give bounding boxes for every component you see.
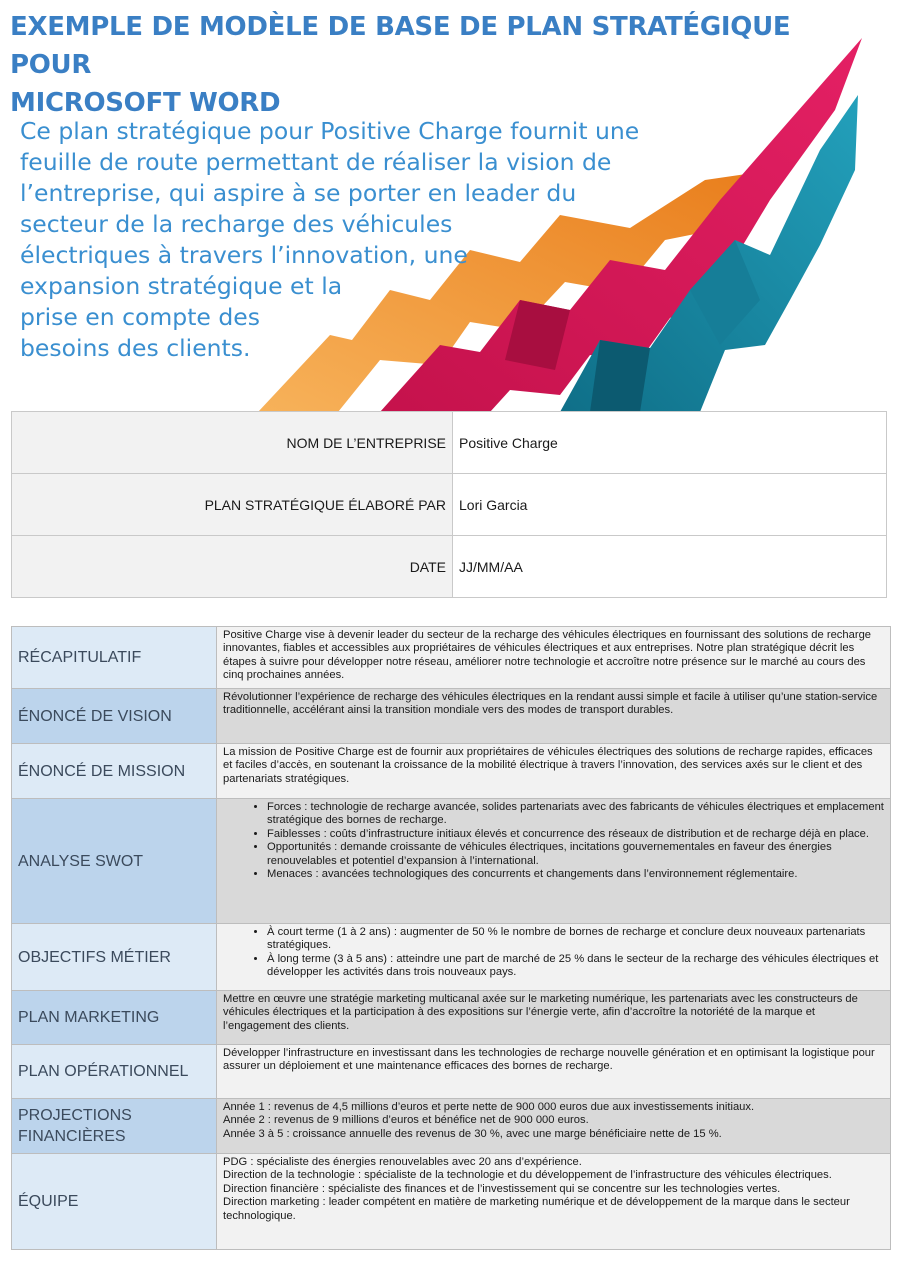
intro-line: expansion stratégique et la <box>20 272 343 300</box>
objectives-row <box>12 924 891 991</box>
title-line-1: EXEMPLE DE MODÈLE DE BASE DE PLAN STRATÉGIQUE POUR <box>10 12 791 80</box>
company-value-field[interactable]: Positive Charge <box>453 412 887 474</box>
team-line: Direction de la technologie : spécialiste de la technologie et du développement de l’infrastructure des véhicules électriques. <box>223 1169 832 1182</box>
financials-heading-line: FINANCIÈRES <box>18 1128 126 1145</box>
swot-heading: ANALYSE SWOT <box>12 799 217 924</box>
marketing-heading: PLAN MARKETING <box>12 991 217 1045</box>
date-row <box>12 536 887 598</box>
swot-list <box>223 801 884 881</box>
team-row <box>12 1154 891 1250</box>
financials-line: Année 1 : revenus de 4,5 millions d’euros et perte nette de 900 000 euros due aux investissements initiaux. <box>223 1101 755 1113</box>
strategic-plan-table <box>11 626 891 1250</box>
objective-item: • À court terme (1 à 2 ans) : augmenter de 50 % le nombre de bornes de recharge et conclure deux nouveaux partenariats stratégiques. <box>267 926 884 953</box>
company-label: NOM DE L’ENTREPRISE <box>12 412 453 474</box>
mission-text[interactable]: La mission de Positive Charge est de fournir aux propriétaires de véhicules électriques des solutions de recharge rapides, efficaces et faciles d’accès, en soutenant la croissance de la mobilité électrique à travers l’innovation, des services axés sur le client et des partenariats stratégiques. <box>217 744 891 799</box>
swot-item: • Opportunités : demande croissante de véhicules électriques, incitations gouvernementales en faveur des énergies renouvelables et potentiel d’expansion à l’international. <box>267 841 884 868</box>
summary-heading: RÉCAPITULATIF <box>12 627 217 689</box>
financials-line: Année 3 à 5 : croissance annuelle des revenus de 30 %, avec une marge bénéficiaire nette de 15 %. <box>223 1127 722 1140</box>
company-row <box>12 412 887 474</box>
vision-heading: ÉNONCÉ DE VISION <box>12 689 217 744</box>
team-line: Direction financière : spécialiste des finances et de l’investissement qui se concentre sur les technologies vertes. <box>223 1182 781 1195</box>
swot-cell[interactable] <box>217 799 891 924</box>
team-cell[interactable] <box>217 1154 891 1250</box>
marketing-row <box>12 991 891 1045</box>
date-label: DATE <box>12 536 453 598</box>
intro-line: Ce plan stratégique pour Positive Charge fournit une <box>20 117 640 145</box>
objectives-cell[interactable] <box>217 924 891 991</box>
vision-row <box>12 689 891 744</box>
objectives-heading: OBJECTIFS MÉTIER <box>12 924 217 991</box>
date-value-field[interactable]: JJ/MM/AA <box>453 536 887 598</box>
intro-line: besoins des clients. <box>20 334 251 362</box>
operations-heading: PLAN OPÉRATIONNEL <box>12 1045 217 1099</box>
intro-line: électriques à travers l’innovation, une <box>20 241 468 269</box>
team-heading: ÉQUIPE <box>12 1154 217 1250</box>
title-line-2: MICROSOFT WORD <box>10 88 281 118</box>
intro-line: feuille de route permettant de réaliser la vision de <box>20 148 612 176</box>
swot-item: • Forces : technologie de recharge avancée, solides partenariats avec des fabricants de véhicules électriques et emplacement stratégique des bornes de recharge. <box>267 801 884 828</box>
mission-heading: ÉNONCÉ DE MISSION <box>12 744 217 799</box>
summary-text[interactable]: Positive Charge vise à devenir leader du secteur de la recharge des véhicules électriques en fournissant des solutions de recharge innovantes, fiables et accessibles aux propriétaires de véhicules électriques et aux entreprises. Notre plan stratégique décrit les étapes à suivre pour développer notre réseau, améliorer notre technologie et accroître notre présence sur le marché au cours des cinq prochaines années. <box>217 627 891 689</box>
objective-item: • À long terme (3 à 5 ans) : atteindre une part de marché de 25 % dans le secteur de la recharge des véhicules électriques et développer les activités dans trois nouveaux pays. <box>267 953 884 980</box>
financials-heading-line: PROJECTIONS <box>18 1107 132 1124</box>
swot-item: • Faiblesses : coûts d’infrastructure initiaux élevés et concurrence des réseaux de distribution et de recharge déjà en place. <box>267 828 884 841</box>
financials-heading <box>12 1099 217 1154</box>
intro-line: l’entreprise, qui aspire à se porter en leader du <box>20 179 577 207</box>
intro-paragraph <box>20 116 700 364</box>
swot-item: • Menaces : avancées technologiques des concurrents et changements dans l’environnement réglementaire. <box>267 868 884 881</box>
summary-row <box>12 627 891 689</box>
team-line: PDG : spécialiste des énergies renouvelables avec 20 ans d’expérience. <box>223 1156 582 1168</box>
operations-row <box>12 1045 891 1099</box>
operations-text[interactable]: Développer l’infrastructure en investissant dans les technologies de recharge nouvelle génération et en optimisant la logistique pour assurer un déploiement et une maintenance efficaces des bornes de recharge. <box>217 1045 891 1099</box>
author-row <box>12 474 887 536</box>
financials-row <box>12 1099 891 1154</box>
vision-text[interactable]: Révolutionner l’expérience de recharge des véhicules électriques en la rendant aussi simple et facile à utiliser qu’une station-service traditionnelle, accélérant ainsi la transition mondiale vers des modes de transport durables. <box>217 689 891 744</box>
intro-line: secteur de la recharge des véhicules <box>20 210 453 238</box>
team-line: Direction marketing : leader compétent en matière de marketing numérique et de développement de la marque dans le secteur technologique. <box>223 1196 850 1222</box>
financials-cell[interactable] <box>217 1099 891 1154</box>
intro-line: prise en compte des <box>20 303 260 331</box>
author-value-field[interactable]: Lori Garcia <box>453 474 887 536</box>
swot-row <box>12 799 891 924</box>
company-info-table <box>11 411 887 598</box>
financials-line: Année 2 : revenus de 9 millions d’euros et bénéfice net de 900 000 euros. <box>223 1114 589 1127</box>
marketing-text[interactable]: Mettre en œuvre une stratégie marketing multicanal axée sur le marketing numérique, les partenariats avec les constructeurs de véhicules électriques et la participation à des expositions sur l’énergie verte, afin d’accroître la notoriété de la marque et l’engagement des clients. <box>217 991 891 1045</box>
objectives-list <box>223 926 884 980</box>
mission-row <box>12 744 891 799</box>
author-label: PLAN STRATÉGIQUE ÉLABORÉ PAR <box>12 474 453 536</box>
